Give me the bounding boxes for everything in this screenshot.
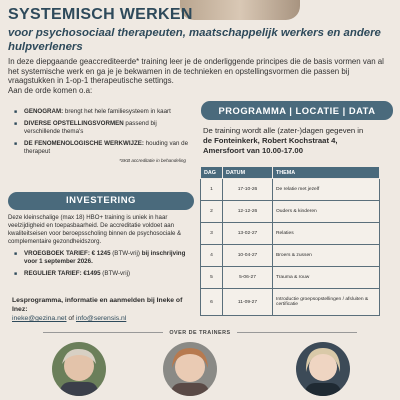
list-item: ■ VROEGBOEK TARIEF: € 1245 (BTW-vrij) bij inschrijving voor 1 september 2026. <box>8 250 196 266</box>
table-row: 6 11-09-27 Introductie groepsopstellingen / afsluiten & certificatie <box>201 289 380 316</box>
intro-section <box>8 57 396 95</box>
list-item: ■ REGULIER TARIEF: €1495 (BTW-vrij) <box>8 270 196 278</box>
avatar <box>52 342 106 396</box>
contact-separator: of <box>66 315 76 322</box>
email-link-info[interactable]: info@serensis.nl <box>75 315 127 322</box>
table-row: 1 17-10-26 De relatie met jezelf <box>201 179 380 201</box>
topics-section <box>8 108 194 163</box>
contact-text: Lesprogramma, informatie en aanmelden bij Ineke of Inez: <box>12 297 183 313</box>
accreditation-note: *SKB accreditatie in behandeling <box>119 158 186 163</box>
table-header-row <box>201 167 380 179</box>
table-row: 5 5-06-27 Trauma & rouw <box>201 267 380 289</box>
tarief-list <box>8 250 196 282</box>
programma-line: De training wordt alle (zater-)dagen gegeven in <box>203 126 364 135</box>
programma-location: de Fonteinkerk, Robert Kochstraat 4, <box>203 136 338 145</box>
email-link-ineke[interactable]: ineke@gezina.net <box>12 315 67 322</box>
programma-time: Amersfoort van 10.00-17.00 <box>203 146 303 155</box>
programma-heading: PROGRAMMA | LOCATIE | DATA <box>201 101 393 120</box>
schedule-table <box>200 166 380 316</box>
page-title: SYSTEMISCH WERKEN <box>8 6 193 23</box>
investering-text: Deze kleinschalige (max 18) HBO+ training is uniek in haar veelzijdigheid en toepasbaarheid. De accreditatie voldoet aan kwaliteitseisen voor beroepsscholing binnen de psychosociale & complementaire gezondheidszorg. <box>8 214 182 245</box>
page-subtitle: voor psychosociaal therapeuten, maatschappelijk werkers en andere hulpverleners <box>8 27 381 53</box>
investering-heading: INVESTERING <box>8 192 194 210</box>
header-photo <box>180 0 300 20</box>
list-item: ■ DIVERSE OPSTELLINGSVORMEN passend bij verschillende thema's <box>8 120 194 136</box>
avatar <box>296 342 350 396</box>
intro-lead: Aan de orde komen o.a: <box>8 85 93 95</box>
list-item: ■ DE FENOMENOLOGISCHE WERKWIJZE: houding van de therapeut <box>8 140 194 156</box>
topics-list <box>8 108 194 156</box>
intro-text: In deze diepgaande geaccrediteerde* training leer je de onderliggende principes die de basis vormen van al het systemische werk en ga je je bekwamen in de technieken en opstellingsvormen die passen bij vraagstukken in 1-op-1 therapeutische settings. <box>8 57 384 86</box>
programma-text <box>203 126 399 156</box>
avatar <box>163 342 217 396</box>
trainers-label: OVER DE TRAINERS <box>0 330 400 336</box>
column-header: DAG <box>201 167 223 179</box>
table-row: 3 13-02-27 Relaties <box>201 223 380 245</box>
list-item: ■ GENOGRAM: brengt het hele familiesysteem in kaart <box>8 108 194 116</box>
table-row: 4 10-04-27 Broers & zussen <box>201 245 380 267</box>
table-row: 2 12-12-26 Ouders & kinderen <box>201 201 380 223</box>
contact-section <box>12 296 198 323</box>
column-header: THEMA <box>273 167 380 179</box>
column-header: DATUM <box>223 167 273 179</box>
